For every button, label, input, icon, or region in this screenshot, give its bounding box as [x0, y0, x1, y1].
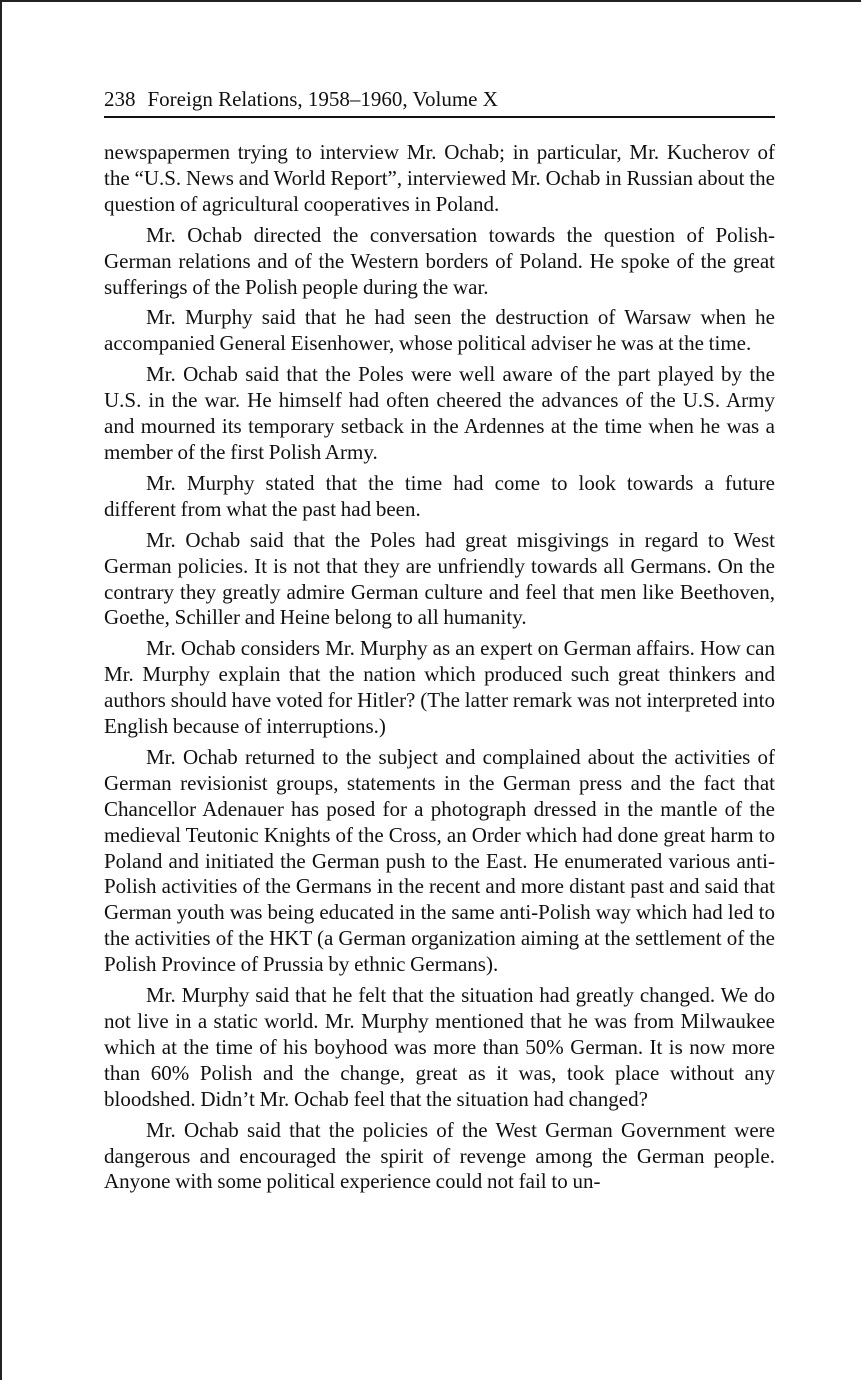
body-text [104, 140, 775, 1195]
running-title: Foreign Relations, 1958–1960, Volume X [147, 87, 498, 111]
page-number: 238 [104, 87, 136, 111]
paragraph: Mr. Murphy stated that the time had come to look towards a future different from what the past had been. [104, 470, 775, 521]
paragraph: Mr. Ochab directed the conversation towards the question of Polish-German relations and of the Western borders of Poland. He spoke of the great sufferings of the Polish people during the war. [104, 222, 775, 299]
paragraph: Mr. Murphy said that he had seen the destruction of Warsaw when he accompanied General Eisenhower, whose political adviser he was at the time. [104, 305, 775, 356]
paragraph: Mr. Ochab returned to the subject and complained about the activities of German revisionist groups, statements in the German press and the fact that Chancellor Adenauer has posed for a photograph dressed in the mantle of the medieval Teutonic Knights of the Cross, an Order which had done great harm to Poland and initiated the German push to the East. He enumerated various anti-Polish activities of the Germans in the recent and more distant past and said that German youth was being educated in the same anti-Polish way which had led to the activities of the HKT (a German organization aiming at the settlement of the Polish Province of Prussia by ethnic Germans). [104, 744, 775, 977]
paragraph: Mr. Ochab said that the Poles were well aware of the part played by the U.S. in the war. He himself had often cheered the advances of the U.S. Army and mourned its temporary setback in the Ardennes at the time when he was a member of the first Polish Army. [104, 362, 775, 464]
paragraph: Mr. Ochab said that the Poles had great misgivings in regard to West German policies. It is not that they are unfriendly towards all Germans. On the contrary they greatly admire German culture and feel that men like Beethoven, Goethe, Schiller and Heine belong to all humanity. [104, 527, 775, 630]
document-page [104, 84, 775, 1200]
paragraph: Mr. Ochab said that the policies of the West German Government were dangerous and encouraged the spirit of revenge among the German people. Anyone with some political experience could not fail to un- [104, 1117, 775, 1194]
paragraph: newspapermen trying to interview Mr. Ochab; in particular, Mr. Kucherov of the “U.S. News and World Report”, interviewed Mr. Ochab in Russian about the question of agricultural cooperatives in Poland. [104, 140, 775, 216]
running-header [104, 84, 775, 118]
scan-top-border [0, 0, 861, 2]
paragraph: Mr. Murphy said that he felt that the situation had greatly changed. We do not live in a static world. Mr. Murphy mentioned that he was from Milwaukee which at the time of his boyhood was more than 50% German. It is now more than 60% Polish and the change, great as it was, took place without any bloodshed. Didn’t Mr. Ochab feel that the situation had changed? [104, 983, 775, 1111]
paragraph: Mr. Ochab considers Mr. Murphy as an expert on German affairs. How can Mr. Murphy explain that the nation which produced such great thinkers and authors should have voted for Hitler? (The latter remark was not interpreted into English because of interruptions.) [104, 636, 775, 739]
scan-left-border [0, 0, 2, 1380]
